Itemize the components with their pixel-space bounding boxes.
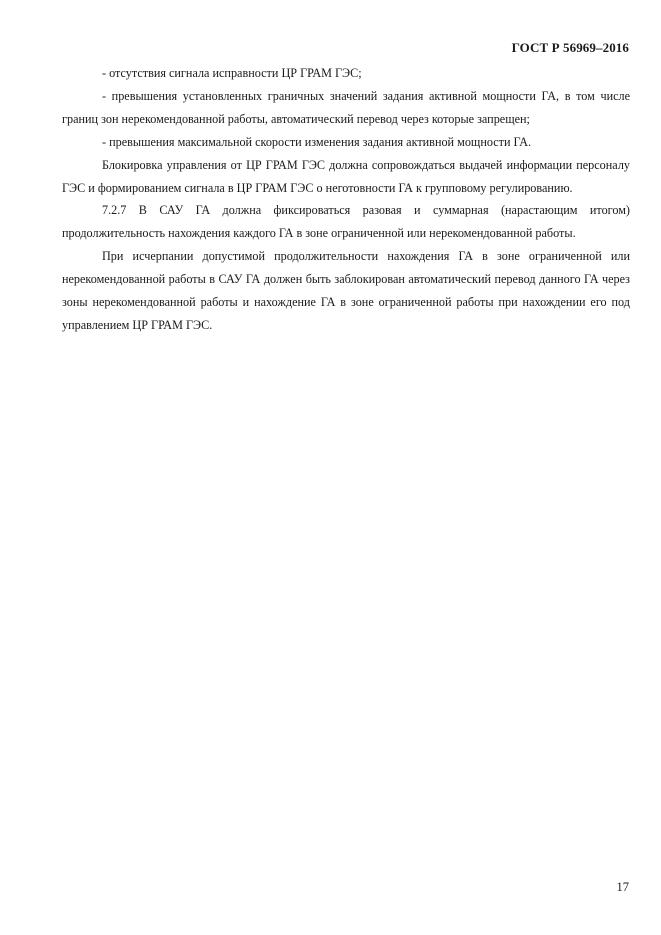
paragraph-blocking-control: Блокировка управления от ЦР ГРАМ ГЭС должна сопровождаться выдачей информации персоналу ГЭС и формированием сигнала в ЦР ГРАМ ГЭС о неготовности ГА к групповому регулированию.	[62, 157, 630, 195]
paragraph-bullet-signal-absence: - отсутствия сигнала исправности ЦР ГРАМ ГЭС;	[102, 66, 362, 80]
page-number: 17	[616, 880, 629, 894]
paragraph-exhaustion: При исчерпании допустимой продолжительности нахождения ГА в зоне ограниченной или нерекомендованной работы в САУ ГА должен быть заблокирован автоматический перевод данного ГА через зоны нерекомендованной работы и нахождение ГА в зоне ограниченной работы при нахождении его под управлением ЦР ГРАМ ГЭС.	[62, 249, 630, 332]
paragraph-bullet-limit-exceed: - превышения установленных граничных значений задания активной мощности ГА, в том числе границ зон нерекомендованной работы, автоматический перевод через которые запрещен;	[62, 88, 630, 126]
paragraph-bullet-max-rate: - превышения максимальной скорости изменения задания активной мощности ГА.	[102, 134, 532, 149]
paragraph-7-2-7: 7.2.7 В САУ ГА должна фиксироваться разовая и суммарная (нарастающим итогом) продолжительность нахождения каждого ГА в зоне ограниченной или нерекомендованной работы.	[62, 203, 630, 241]
document-body	[62, 62, 630, 337]
standard-code-header: ГОСТ Р 56969–2016	[511, 40, 629, 55]
